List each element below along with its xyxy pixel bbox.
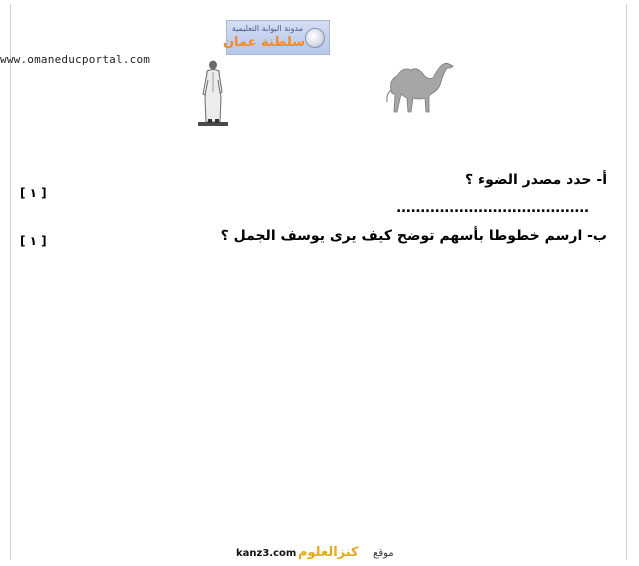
mark-a: [ ١ ] [20,186,47,200]
site-url: www.omaneducportal.com [0,53,151,66]
logo-top-text: مدونة البوابة التعليمية [231,24,303,33]
footer [0,545,639,564]
camel-icon [383,60,455,116]
answer-line-a: ........................................ [396,200,589,216]
mark-b: [ ١ ] [20,234,47,248]
question-a: أ- حدد مصدر الضوء ؟ [465,172,607,188]
footer-brand: كنزالعلوم [298,545,359,560]
man-figure-icon [196,58,230,130]
footer-word: موقع [373,548,394,559]
page-border [10,4,627,560]
site-logo [222,20,330,55]
question-b: ب- ارسم خطوطا بأسهم توضح كيف يرى يوسف الجمل ؟ [220,228,607,244]
footer-site-link[interactable]: kanz3.com [236,548,297,559]
logo-badge-icon [305,28,325,48]
logo-main-text: سلطنة عمان [222,35,305,50]
